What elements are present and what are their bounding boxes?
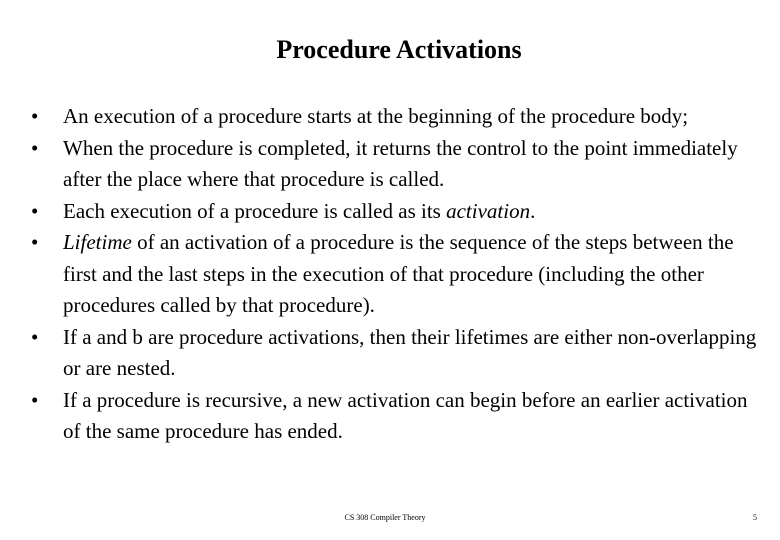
bullet-item: [25, 133, 760, 196]
bullet-list: [25, 101, 760, 448]
bullet-text-segment: Each execution of a procedure is called as its: [63, 198, 447, 223]
bullet-text-segment: If a and b are procedure activations, then their lifetimes are either non-overlapping or are nested.: [63, 324, 757, 380]
footer-page-number: 5: [753, 513, 757, 522]
bullet-text: [63, 101, 760, 133]
bullet-item: [25, 322, 760, 385]
bullet-text-segment: When the procedure is completed, it returns the control to the point immediately after the place where that procedure is called.: [63, 135, 738, 191]
bullet-text: [63, 322, 760, 385]
footer-course: CS 308 Compiler Theory: [344, 513, 426, 522]
bullet-dot-icon: •: [31, 324, 39, 349]
bullet-text-segment: of an activation of a procedure is the sequence of the steps between the first and the last steps in the execution of that procedure (including the other procedures called by that procedure).: [63, 230, 734, 317]
bullet-text-segment: .: [530, 198, 536, 223]
bullet-item: [25, 196, 760, 228]
bullet-item: [25, 101, 760, 133]
bullet-item: [25, 385, 760, 448]
bullet-dot-icon: •: [31, 387, 39, 412]
bullet-text: [63, 133, 760, 196]
bullet-dot-icon: •: [31, 198, 39, 223]
bullet-text: [63, 196, 760, 228]
bullet-dot-icon: •: [31, 135, 39, 160]
bullet-text: [63, 227, 760, 322]
bullet-text-segment: An execution of a procedure starts at the beginning of the procedure body;: [63, 104, 689, 128]
bullet-item: [25, 227, 760, 322]
bullet-text-emphasis: activation: [446, 198, 531, 223]
bullet-text-segment: If a procedure is recursive, a new activation can begin before an earlier activation of the same procedure has ended.: [63, 387, 748, 443]
bullet-dot-icon: •: [31, 230, 39, 254]
slide-title: Procedure Activations: [276, 35, 522, 64]
bullet-text: [63, 385, 760, 448]
bullet-text-emphasis: Lifetime: [63, 230, 132, 254]
bullet-dot-icon: •: [31, 104, 39, 128]
